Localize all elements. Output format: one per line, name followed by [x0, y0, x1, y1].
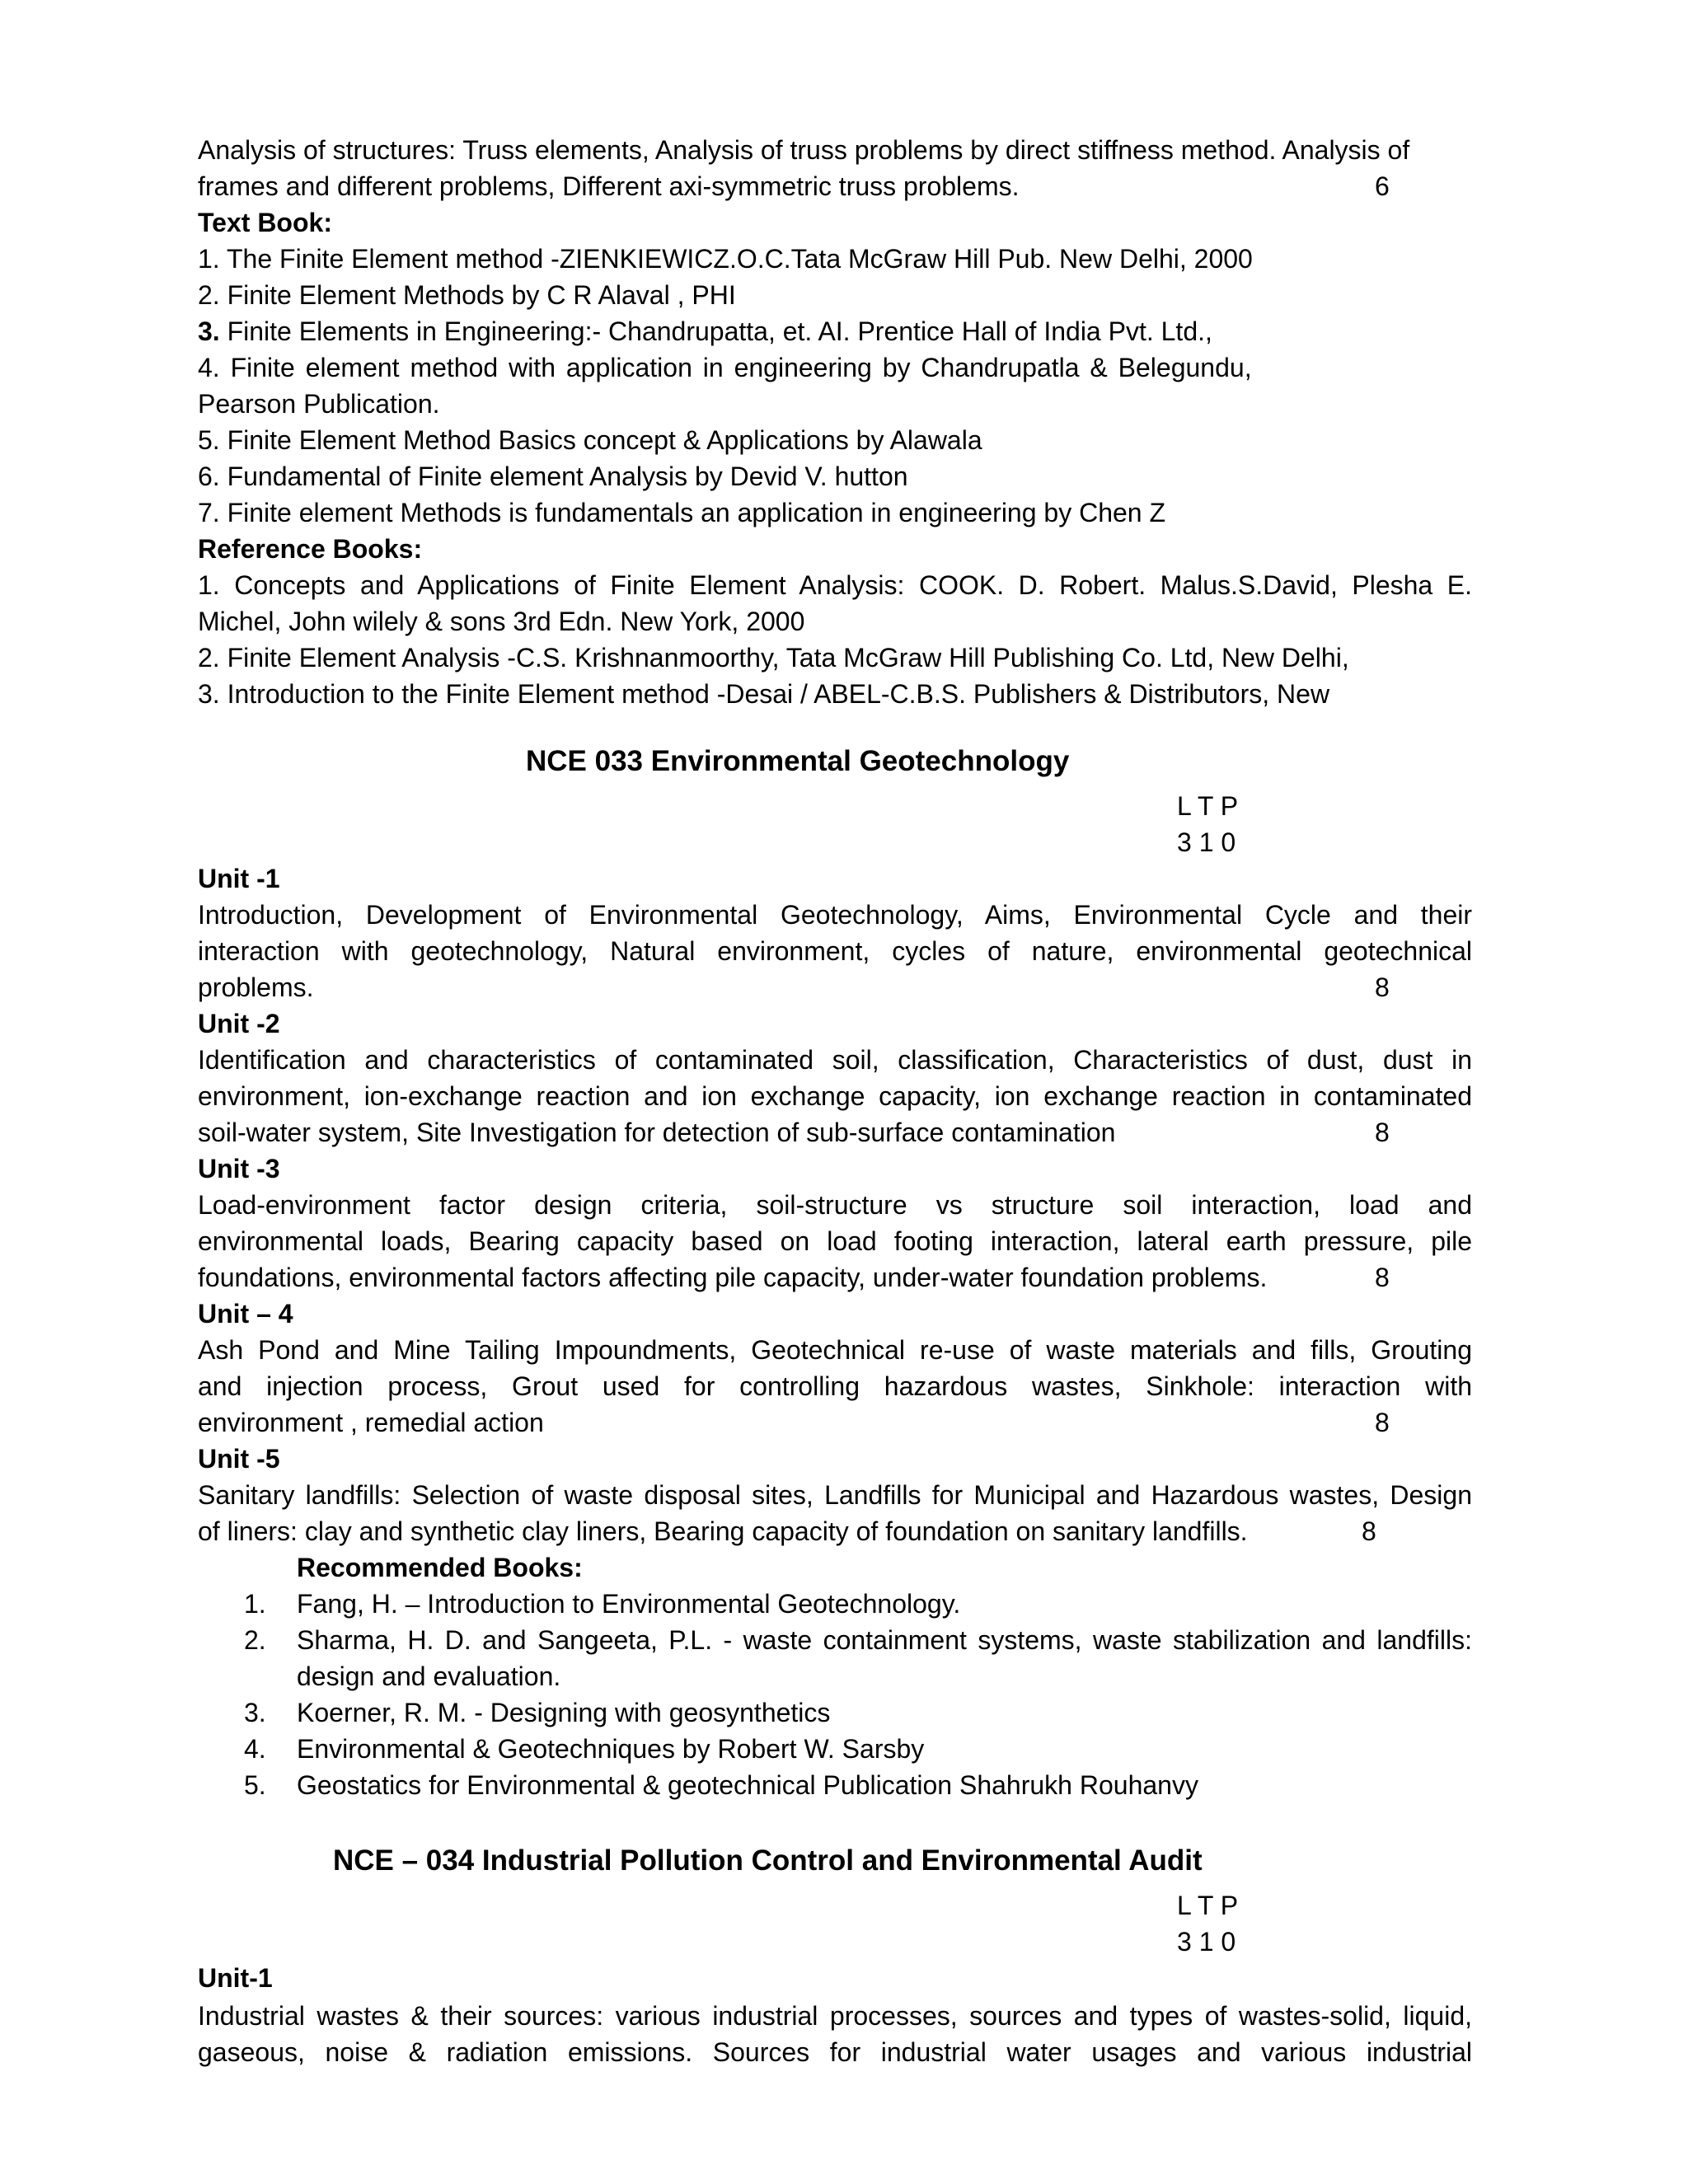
fem-analysis-marks: 6 — [1375, 171, 1390, 201]
unit-line: environmental loads, Bearing capacity based on load footing interaction, lateral earth pressure, pile — [198, 1226, 1472, 1256]
recommended-item-text: Koerner, R. M. - Designing with geosynthetics — [297, 1698, 831, 1727]
unit-line: problems. — [198, 972, 314, 1002]
unit-line: Introduction, Development of Environmental Geotechnology, Aims, Environmental Cycle and their — [198, 900, 1472, 930]
textbook-heading: Text Book: — [198, 208, 332, 237]
unit-line: and injection process, Grout used for controlling hazardous wastes, Sinkhole: interaction with — [198, 1371, 1472, 1401]
recommended-item-number: 3. — [244, 1698, 266, 1727]
unit-marks: 8 — [1375, 972, 1390, 1002]
ltp-values: 3 1 0 — [1177, 827, 1236, 857]
recommended-item-number: 5. — [244, 1770, 266, 1800]
textbook-item: 2. Finite Element Methods by C R Alaval , PHI — [198, 280, 736, 310]
recommended-item-number: 2. — [244, 1625, 266, 1655]
recommended-item-number: 1. — [244, 1589, 266, 1619]
reference-item: 2. Finite Element Analysis -C.S. Krishnanmoorthy, Tata McGraw Hill Publishing Co. Ltd, New Delhi, — [198, 643, 1349, 673]
unit-heading: Unit -3 — [198, 1154, 280, 1183]
reference-item: 3. Introduction to the Finite Element method -Desai / ABEL-C.B.S. Publishers & Distributors, New — [198, 679, 1330, 709]
unit-body — [198, 1477, 1472, 1549]
ltp-header: L T P — [1177, 1891, 1239, 1920]
recommended-heading: Recommended Books: — [297, 1553, 583, 1582]
unit-heading: Unit -5 — [198, 1444, 280, 1474]
textbook-item — [198, 313, 1472, 349]
reference-item: Michel, John wilely & sons 3rd Edn. New York, 2000 — [198, 607, 805, 636]
unit-line: Identification and characteristics of contaminated soil, classification, Characteristics of dust, dust in — [198, 1045, 1472, 1075]
recommended-item — [198, 1586, 1472, 1622]
unit-body — [198, 897, 1472, 1005]
unit-line: foundations, environmental factors affecting pile capacity, under-water foundation problems. — [198, 1263, 1268, 1292]
recommended-item — [198, 1622, 1472, 1694]
textbook-item: 7. Finite element Methods is fundamentals an application in engineering by Chen Z — [198, 498, 1166, 527]
textbook-item: Pearson Publication. — [198, 389, 440, 419]
unit-line: environment , remedial action — [198, 1408, 544, 1437]
unit-heading: Unit-1 — [198, 1963, 273, 1993]
textbook-list — [198, 241, 1472, 531]
unit-line: Sanitary landfills: Selection of waste disposal sites, Landfills for Municipal and Hazardous wastes, Design — [198, 1480, 1472, 1510]
unit-marks: 8 — [1375, 1263, 1390, 1292]
fem-analysis-line: frames and different problems, Different axi-symmetric truss problems. — [198, 171, 1020, 201]
ltp-values: 3 1 0 — [1177, 1927, 1236, 1957]
unit-heading: Unit -1 — [198, 864, 280, 893]
recommended-item-text: Geostatics for Environmental & geotechnical Publication Shahrukh Rouhanvy — [297, 1770, 1198, 1800]
unit-line: Ash Pond and Mine Tailing Impoundments, Geotechnical re-use of waste materials and fills, Grouting — [198, 1335, 1472, 1365]
unit-marks: 8 — [1375, 1408, 1390, 1437]
recommended-item — [198, 1767, 1472, 1803]
unit-line: Industrial wastes & their sources: various industrial processes, sources and types of wastes-solid, liquid, — [198, 2001, 1472, 2031]
textbook-item-number: 3. — [198, 316, 220, 346]
course-title: NCE – 034 Industrial Pollution Control and Environmental Audit — [333, 1844, 1203, 1877]
unit-line: soil-water system, Site Investigation for detection of sub-surface contamination — [198, 1118, 1116, 1147]
recommended-item — [198, 1694, 1472, 1731]
recommended-list — [198, 1586, 1472, 1803]
unit-line: interaction with geotechnology, Natural environment, cycles of nature, environmental geotechnical — [198, 936, 1472, 966]
textbook-item: 4. Finite element method with application in engineering by Chandrupatla & Belegundu, — [198, 353, 1252, 382]
fem-analysis-line: Analysis of structures: Truss elements, Analysis of truss problems by direct stiffness method. Analysis of — [198, 135, 1410, 165]
recommended-item-text: Fang, H. – Introduction to Environmental Geotechnology. — [297, 1589, 961, 1619]
course-title: NCE 033 Environmental Geotechnology — [526, 745, 1070, 777]
recommended-item-text: design and evaluation. — [297, 1661, 561, 1691]
reference-heading: Reference Books: — [198, 534, 423, 564]
textbook-item: 1. The Finite Element method -ZIENKIEWICZ.O.C.Tata McGraw Hill Pub. New Delhi, 2000 — [198, 244, 1253, 274]
textbook-item: 5. Finite Element Method Basics concept & Applications by Alawala — [198, 425, 982, 455]
unit-marks: 8 — [1375, 1118, 1390, 1147]
reference-list — [198, 567, 1472, 712]
unit-line: Load-environment factor design criteria, soil-structure vs structure soil interaction, load and — [198, 1190, 1472, 1220]
unit-line: gaseous, noise & radiation emissions. Sources for industrial water usages and various industrial — [198, 2037, 1472, 2067]
recommended-item — [198, 1731, 1472, 1767]
unit-body — [198, 1042, 1472, 1151]
recommended-item-number: 4. — [244, 1734, 266, 1764]
recommended-item-text: Environmental & Geotechniques by Robert W. Sarsby — [297, 1734, 925, 1764]
textbook-item: 6. Fundamental of Finite element Analysis by Devid V. hutton — [198, 462, 908, 491]
unit-body — [198, 1187, 1472, 1296]
ltp-header: L T P — [1177, 791, 1239, 821]
unit-marks: 8 — [1362, 1516, 1376, 1546]
textbook-item-text: Finite Elements in Engineering:- Chandrupatta, et. AI. Prentice Hall of India Pvt. Ltd., — [227, 316, 1212, 346]
unit-body — [198, 1332, 1472, 1441]
unit-heading: Unit -2 — [198, 1009, 280, 1038]
unit-heading: Unit – 4 — [198, 1299, 293, 1329]
reference-item: 1. Concepts and Applications of Finite Element Analysis: COOK. D. Robert. Malus.S.David, Plesha E. — [198, 570, 1472, 600]
unit-body — [198, 1998, 1472, 2070]
fem-analysis-paragraph — [198, 132, 1472, 204]
unit-line: of liners: clay and synthetic clay liners, Bearing capacity of foundation on sanitary landfills. — [198, 1516, 1248, 1546]
recommended-item-text: Sharma, H. D. and Sangeeta, P.L. - waste containment systems, waste stabilization and landfills: — [297, 1625, 1472, 1655]
unit-line: environment, ion-exchange reaction and ion exchange capacity, ion exchange reaction in contaminated — [198, 1081, 1472, 1111]
